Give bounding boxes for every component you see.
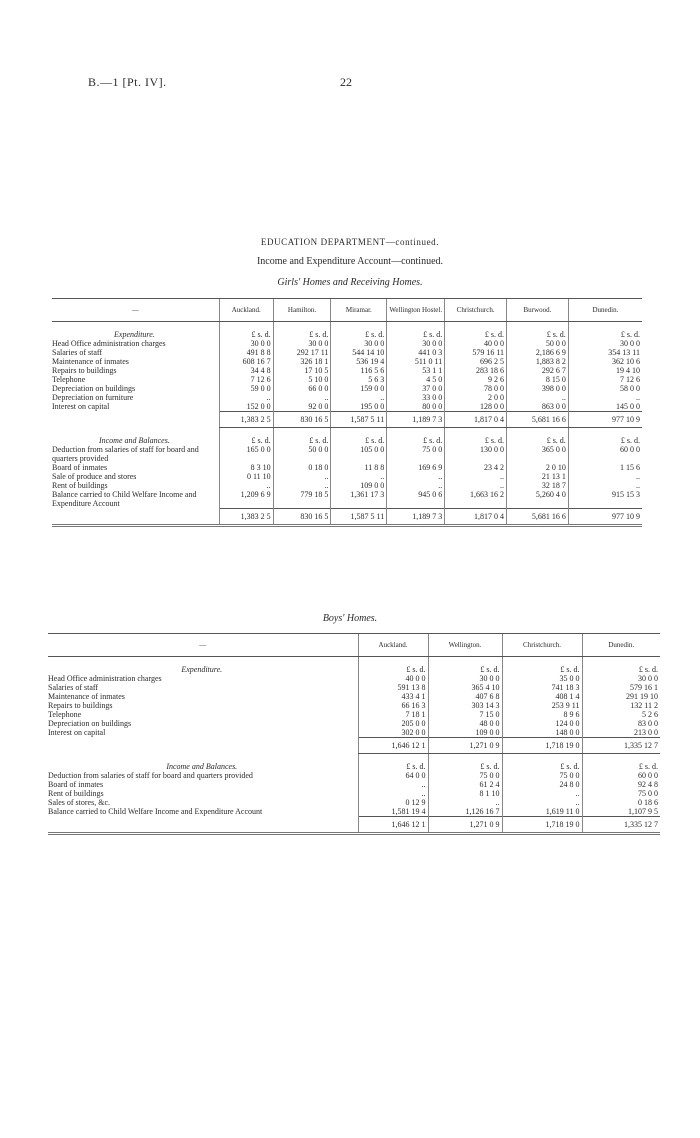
column-header: Burwood. <box>507 299 569 322</box>
cell-value: 92 4 8 <box>582 780 660 789</box>
total-value: 1,383 2 5 <box>219 412 273 428</box>
cell-value: 53 1 1 <box>387 366 445 375</box>
cell-value: 21 13 1 <box>507 472 569 481</box>
currency-unit-heading: £ s. d. <box>358 754 428 772</box>
cell-value: 696 2 5 <box>445 357 507 366</box>
cell-value: .. <box>331 472 387 481</box>
cell-value: 863 0 0 <box>507 402 569 412</box>
cell-value: .. <box>502 789 582 798</box>
table-row <box>52 339 642 348</box>
currency-unit-heading: £ s. d. <box>273 428 331 446</box>
currency-unit-heading: £ s. d. <box>331 428 387 446</box>
cell-value: 0 11 10 <box>219 472 273 481</box>
girls-header-row <box>52 299 642 322</box>
cell-value: 40 0 0 <box>358 674 428 683</box>
cell-value: 75 0 0 <box>502 771 582 780</box>
cell-value: 159 0 0 <box>331 384 387 393</box>
total-label-blank <box>52 508 219 525</box>
total-value: 1,646 12 1 <box>358 817 428 834</box>
cell-value: 40 0 0 <box>445 339 507 348</box>
cell-value: 407 6 8 <box>428 692 502 701</box>
cell-value: .. <box>502 798 582 807</box>
currency-unit-heading: £ s. d. <box>219 428 273 446</box>
cell-value: 1,107 9 5 <box>582 807 660 817</box>
row-label: Repairs to buildings <box>52 366 117 375</box>
total-value: 1,646 12 1 <box>358 738 428 754</box>
total-value: 5,681 16 6 <box>507 412 569 428</box>
cell-value: .. <box>507 393 569 402</box>
cell-value: .. <box>331 393 387 402</box>
cell-value: 24 8 0 <box>502 780 582 789</box>
currency-unit-heading: £ s. d. <box>358 657 428 675</box>
cell-value: 511 0 11 <box>387 357 445 366</box>
currency-unit-heading: £ s. d. <box>568 428 642 446</box>
row-label: Board of inmates <box>48 780 104 789</box>
cell-value: 83 0 0 <box>582 719 660 728</box>
cell-value: 1,619 11 0 <box>502 807 582 817</box>
cell-value: 326 18 1 <box>273 357 331 366</box>
row-label: Deduction from salaries of staff for board and quarters provided <box>48 771 253 780</box>
total-value: 1,718 19 0 <box>502 817 582 834</box>
cell-value: .. <box>387 472 445 481</box>
cell-value: 37 0 0 <box>387 384 445 393</box>
cell-value: 292 17 11 <box>273 348 331 357</box>
table-row <box>52 357 642 366</box>
cell-value: 17 10 5 <box>273 366 331 375</box>
cell-value: 536 19 4 <box>331 357 387 366</box>
row-label: Board of inmates <box>52 463 108 472</box>
table-row <box>52 472 642 481</box>
table-row <box>48 719 660 728</box>
total-value: 1,718 19 0 <box>502 738 582 754</box>
table-row <box>48 780 660 789</box>
cell-value: 30 0 0 <box>219 339 273 348</box>
row-label: Repairs to buildings <box>48 701 113 710</box>
cell-value: .. <box>568 472 642 481</box>
cell-value: .. <box>568 393 642 402</box>
cell-value: 59 0 0 <box>219 384 273 393</box>
cell-value: 48 0 0 <box>428 719 502 728</box>
cell-value: 579 16 11 <box>445 348 507 357</box>
cell-value: 2 0 0 <box>445 393 507 402</box>
cell-value: 1 15 6 <box>568 463 642 472</box>
currency-unit-heading: £ s. d. <box>428 657 502 675</box>
cell-value: 30 0 0 <box>273 339 331 348</box>
cell-value: .. <box>387 481 445 490</box>
cell-value: .. <box>273 472 331 481</box>
table-row <box>48 683 660 692</box>
table-row <box>52 445 642 463</box>
cell-value: 8 15 0 <box>507 375 569 384</box>
total-value: 977 10 9 <box>568 412 642 428</box>
table-row <box>48 771 660 780</box>
cell-value: 1,361 17 3 <box>331 490 387 508</box>
currency-unit-heading: £ s. d. <box>387 428 445 446</box>
cell-value: 152 0 0 <box>219 402 273 412</box>
cell-value: 741 18 3 <box>502 683 582 692</box>
cell-value: 5,260 4 0 <box>507 490 569 508</box>
income-total-row <box>52 508 642 525</box>
cell-value: 19 4 10 <box>568 366 642 375</box>
total-value: 5,681 16 6 <box>507 508 569 525</box>
row-label: Balance carried to Child Welfare Income and Expenditure Account <box>48 807 263 816</box>
cell-value: 61 2 4 <box>428 780 502 789</box>
table-row <box>52 463 642 472</box>
cell-value: 1,209 6 9 <box>219 490 273 508</box>
cell-value: 7 12 6 <box>568 375 642 384</box>
cell-value: 50 0 0 <box>273 445 331 463</box>
cell-value: 579 16 1 <box>582 683 660 692</box>
cell-value: .. <box>273 393 331 402</box>
table-row <box>48 807 660 817</box>
cell-value: 398 0 0 <box>507 384 569 393</box>
cell-value: 128 0 0 <box>445 402 507 412</box>
cell-value: 5 10 0 <box>273 375 331 384</box>
cell-value: 608 16 7 <box>219 357 273 366</box>
cell-value: 2,186 6 9 <box>507 348 569 357</box>
currency-unit-heading: £ s. d. <box>445 428 507 446</box>
income-heading: Income and Balances. <box>98 435 170 445</box>
cell-value: 8 3 10 <box>219 463 273 472</box>
cell-value: 291 19 10 <box>582 692 660 701</box>
expenditure-heading: Expenditure. <box>181 665 223 674</box>
cell-value: .. <box>219 481 273 490</box>
department-title: EDUCATION DEPARTMENT—continued. <box>260 237 440 247</box>
row-label: Balance carried to Child Welfare Income and Expenditure Account <box>52 490 197 508</box>
cell-value: 66 16 3 <box>358 701 428 710</box>
cell-value: 195 0 0 <box>331 402 387 412</box>
total-label-blank <box>48 738 358 754</box>
cell-value: 32 18 7 <box>507 481 569 490</box>
cell-value: 362 10 6 <box>568 357 642 366</box>
cell-value: 365 0 0 <box>507 445 569 463</box>
row-label: Interest on capital <box>48 728 106 737</box>
cell-value: 5 6 3 <box>331 375 387 384</box>
table-row <box>52 393 642 402</box>
boys-header-row <box>48 634 660 657</box>
row-label: Salaries of staff <box>52 348 103 357</box>
currency-unit-heading: £ s. d. <box>387 322 445 340</box>
column-header: Christchurch. <box>502 634 582 657</box>
row-label: Telephone <box>52 375 86 384</box>
header-corner-dash: — <box>48 634 358 657</box>
page-number: 22 <box>340 75 352 89</box>
cell-value: 60 0 0 <box>582 771 660 780</box>
column-header: Dunedin. <box>582 634 660 657</box>
total-value: 1,271 0 9 <box>428 817 502 834</box>
table-row <box>48 728 660 738</box>
row-label: Rent of buildings <box>48 789 104 798</box>
cell-value: 2 0 10 <box>507 463 569 472</box>
cell-value: 116 5 6 <box>331 366 387 375</box>
table-row <box>48 674 660 683</box>
table-row <box>52 366 642 375</box>
row-label: Deduction from salaries of staff for board and quarters provided <box>52 445 199 463</box>
total-label-blank <box>48 817 358 834</box>
cell-value: 130 0 0 <box>445 445 507 463</box>
row-label: Depreciation on buildings <box>52 384 136 393</box>
cell-value: 441 0 3 <box>387 348 445 357</box>
cell-value: 60 0 0 <box>568 445 642 463</box>
total-value: 1,189 7 3 <box>387 412 445 428</box>
table-row <box>52 384 642 393</box>
cell-value: 92 0 0 <box>273 402 331 412</box>
cell-value: 491 8 8 <box>219 348 273 357</box>
currency-unit-heading: £ s. d. <box>582 754 660 772</box>
total-value: 830 16 5 <box>273 412 331 428</box>
cell-value: 75 0 0 <box>428 771 502 780</box>
column-header: Wellington Hostel. <box>387 299 445 322</box>
cell-value: 1,126 16 7 <box>428 807 502 817</box>
income-section-row <box>52 428 642 446</box>
cell-value: .. <box>445 481 507 490</box>
total-value: 830 16 5 <box>273 508 331 525</box>
row-label: Rent of buildings <box>52 481 108 490</box>
cell-value: 30 0 0 <box>331 339 387 348</box>
cell-value: 7 12 6 <box>219 375 273 384</box>
cell-value: 145 0 0 <box>568 402 642 412</box>
row-label: Head Office administration charges <box>48 674 162 683</box>
column-header: Auckland. <box>358 634 428 657</box>
row-label: Sales of stores, &c. <box>48 798 110 807</box>
cell-value: 544 14 10 <box>331 348 387 357</box>
cell-value: .. <box>428 798 502 807</box>
girls-homes-heading: Girls' Homes and Receiving Homes. <box>277 277 423 288</box>
table-row <box>48 798 660 807</box>
cell-value: 64 0 0 <box>358 771 428 780</box>
cell-value: 75 0 0 <box>387 445 445 463</box>
cell-value: 78 0 0 <box>445 384 507 393</box>
currency-unit-heading: £ s. d. <box>507 428 569 446</box>
income-section-row <box>48 754 660 772</box>
table-row <box>52 402 642 412</box>
total-value: 1,817 0 4 <box>445 508 507 525</box>
boys-homes-table <box>48 633 660 835</box>
row-label: Interest on capital <box>52 402 110 411</box>
expenditure-total-row <box>52 412 642 428</box>
cell-value: 7 18 1 <box>358 710 428 719</box>
row-label: Maintenance of inmates <box>48 692 125 701</box>
cell-value: 303 14 3 <box>428 701 502 710</box>
row-label: Depreciation on buildings <box>48 719 132 728</box>
total-value: 1,587 5 11 <box>331 412 387 428</box>
cell-value: 1,663 16 2 <box>445 490 507 508</box>
table-row <box>52 490 642 508</box>
column-header: Dunedin. <box>568 299 642 322</box>
total-value: 1,271 0 9 <box>428 738 502 754</box>
cell-value: 50 0 0 <box>507 339 569 348</box>
income-heading: Income and Balances. <box>166 761 238 771</box>
cell-value: 433 4 1 <box>358 692 428 701</box>
expenditure-section-row <box>48 657 660 675</box>
cell-value: 35 0 0 <box>502 674 582 683</box>
cell-value: 66 0 0 <box>273 384 331 393</box>
cell-value: 302 0 0 <box>358 728 428 738</box>
cell-value: 283 18 6 <box>445 366 507 375</box>
table-row <box>48 701 660 710</box>
table-row <box>48 710 660 719</box>
cell-value: 109 0 0 <box>428 728 502 738</box>
cell-value: 23 4 2 <box>445 463 507 472</box>
column-header: Hamilton. <box>273 299 331 322</box>
cell-value: 105 0 0 <box>331 445 387 463</box>
cell-value: 132 11 2 <box>582 701 660 710</box>
table-row <box>48 789 660 798</box>
cell-value: .. <box>568 481 642 490</box>
total-value: 1,335 12 7 <box>582 817 660 834</box>
cell-value: 34 4 8 <box>219 366 273 375</box>
currency-unit-heading: £ s. d. <box>507 322 569 340</box>
cell-value: 915 15 3 <box>568 490 642 508</box>
page-header-reference: B.—1 [Pt. IV]. <box>88 75 167 89</box>
total-value: 1,383 2 5 <box>219 508 273 525</box>
cell-value: 591 13 8 <box>358 683 428 692</box>
cell-value: 30 0 0 <box>387 339 445 348</box>
cell-value: 213 0 0 <box>582 728 660 738</box>
cell-value: 30 0 0 <box>428 674 502 683</box>
cell-value: .. <box>273 481 331 490</box>
column-header: Christchurch. <box>445 299 507 322</box>
boys-homes-heading: Boys' Homes. <box>322 613 378 624</box>
currency-unit-heading: £ s. d. <box>582 657 660 675</box>
cell-value: 80 0 0 <box>387 402 445 412</box>
header-corner-dash: — <box>52 299 219 322</box>
currency-unit-heading: £ s. d. <box>331 322 387 340</box>
cell-value: .. <box>219 393 273 402</box>
cell-value: 354 13 11 <box>568 348 642 357</box>
cell-value: 253 9 11 <box>502 701 582 710</box>
cell-value: 169 6 9 <box>387 463 445 472</box>
cell-value: 30 0 0 <box>568 339 642 348</box>
total-value: 1,817 0 4 <box>445 412 507 428</box>
cell-value: 165 0 0 <box>219 445 273 463</box>
cell-value: 11 8 8 <box>331 463 387 472</box>
cell-value: 205 0 0 <box>358 719 428 728</box>
table-row <box>52 348 642 357</box>
cell-value: 33 0 0 <box>387 393 445 402</box>
row-label: Depreciation on furniture <box>52 393 134 402</box>
currency-unit-heading: £ s. d. <box>502 754 582 772</box>
cell-value: 7 15 0 <box>428 710 502 719</box>
currency-unit-heading: £ s. d. <box>273 322 331 340</box>
cell-value: 365 4 10 <box>428 683 502 692</box>
cell-value: 779 18 5 <box>273 490 331 508</box>
total-label-blank <box>52 412 219 428</box>
girls-homes-table <box>52 298 642 527</box>
cell-value: 109 0 0 <box>331 481 387 490</box>
expenditure-heading: Expenditure. <box>114 330 155 339</box>
column-header: Wellington. <box>428 634 502 657</box>
row-label: Sale of produce and stores <box>52 472 137 481</box>
cell-value: 8 9 6 <box>502 710 582 719</box>
currency-unit-heading: £ s. d. <box>445 322 507 340</box>
row-label: Maintenance of inmates <box>52 357 129 366</box>
total-value: 1,587 5 11 <box>331 508 387 525</box>
currency-unit-heading: £ s. d. <box>568 322 642 340</box>
cell-value: 0 18 0 <box>273 463 331 472</box>
row-label: Salaries of staff <box>48 683 99 692</box>
column-header: Auckland. <box>219 299 273 322</box>
cell-value: 408 1 4 <box>502 692 582 701</box>
cell-value: .. <box>358 789 428 798</box>
table-row <box>52 481 642 490</box>
expenditure-total-row <box>48 738 660 754</box>
cell-value: 4 5 0 <box>387 375 445 384</box>
cell-value: 945 0 6 <box>387 490 445 508</box>
cell-value: 1,883 8 2 <box>507 357 569 366</box>
cell-value: .. <box>358 780 428 789</box>
cell-value: .. <box>445 472 507 481</box>
table-row <box>48 692 660 701</box>
table-row <box>52 375 642 384</box>
cell-value: 8 1 10 <box>428 789 502 798</box>
cell-value: 292 6 7 <box>507 366 569 375</box>
account-title: Income and Expenditure Account—continued. <box>256 256 444 267</box>
cell-value: 124 0 0 <box>502 719 582 728</box>
cell-value: 5 2 6 <box>582 710 660 719</box>
cell-value: 58 0 0 <box>568 384 642 393</box>
income-total-row <box>48 817 660 834</box>
cell-value: 9 2 6 <box>445 375 507 384</box>
total-value: 1,335 12 7 <box>582 738 660 754</box>
currency-unit-heading: £ s. d. <box>428 754 502 772</box>
row-label: Head Office administration charges <box>52 339 166 348</box>
cell-value: 1,581 19 4 <box>358 807 428 817</box>
cell-value: 75 0 0 <box>582 789 660 798</box>
cell-value: 0 18 6 <box>582 798 660 807</box>
cell-value: 0 12 9 <box>358 798 428 807</box>
currency-unit-heading: £ s. d. <box>219 322 273 340</box>
row-label: Telephone <box>48 710 82 719</box>
cell-value: 148 0 0 <box>502 728 582 738</box>
expenditure-section-row <box>52 322 642 340</box>
cell-value: 30 0 0 <box>582 674 660 683</box>
currency-unit-heading: £ s. d. <box>502 657 582 675</box>
column-header: Miramar. <box>331 299 387 322</box>
total-value: 977 10 9 <box>568 508 642 525</box>
total-value: 1,189 7 3 <box>387 508 445 525</box>
